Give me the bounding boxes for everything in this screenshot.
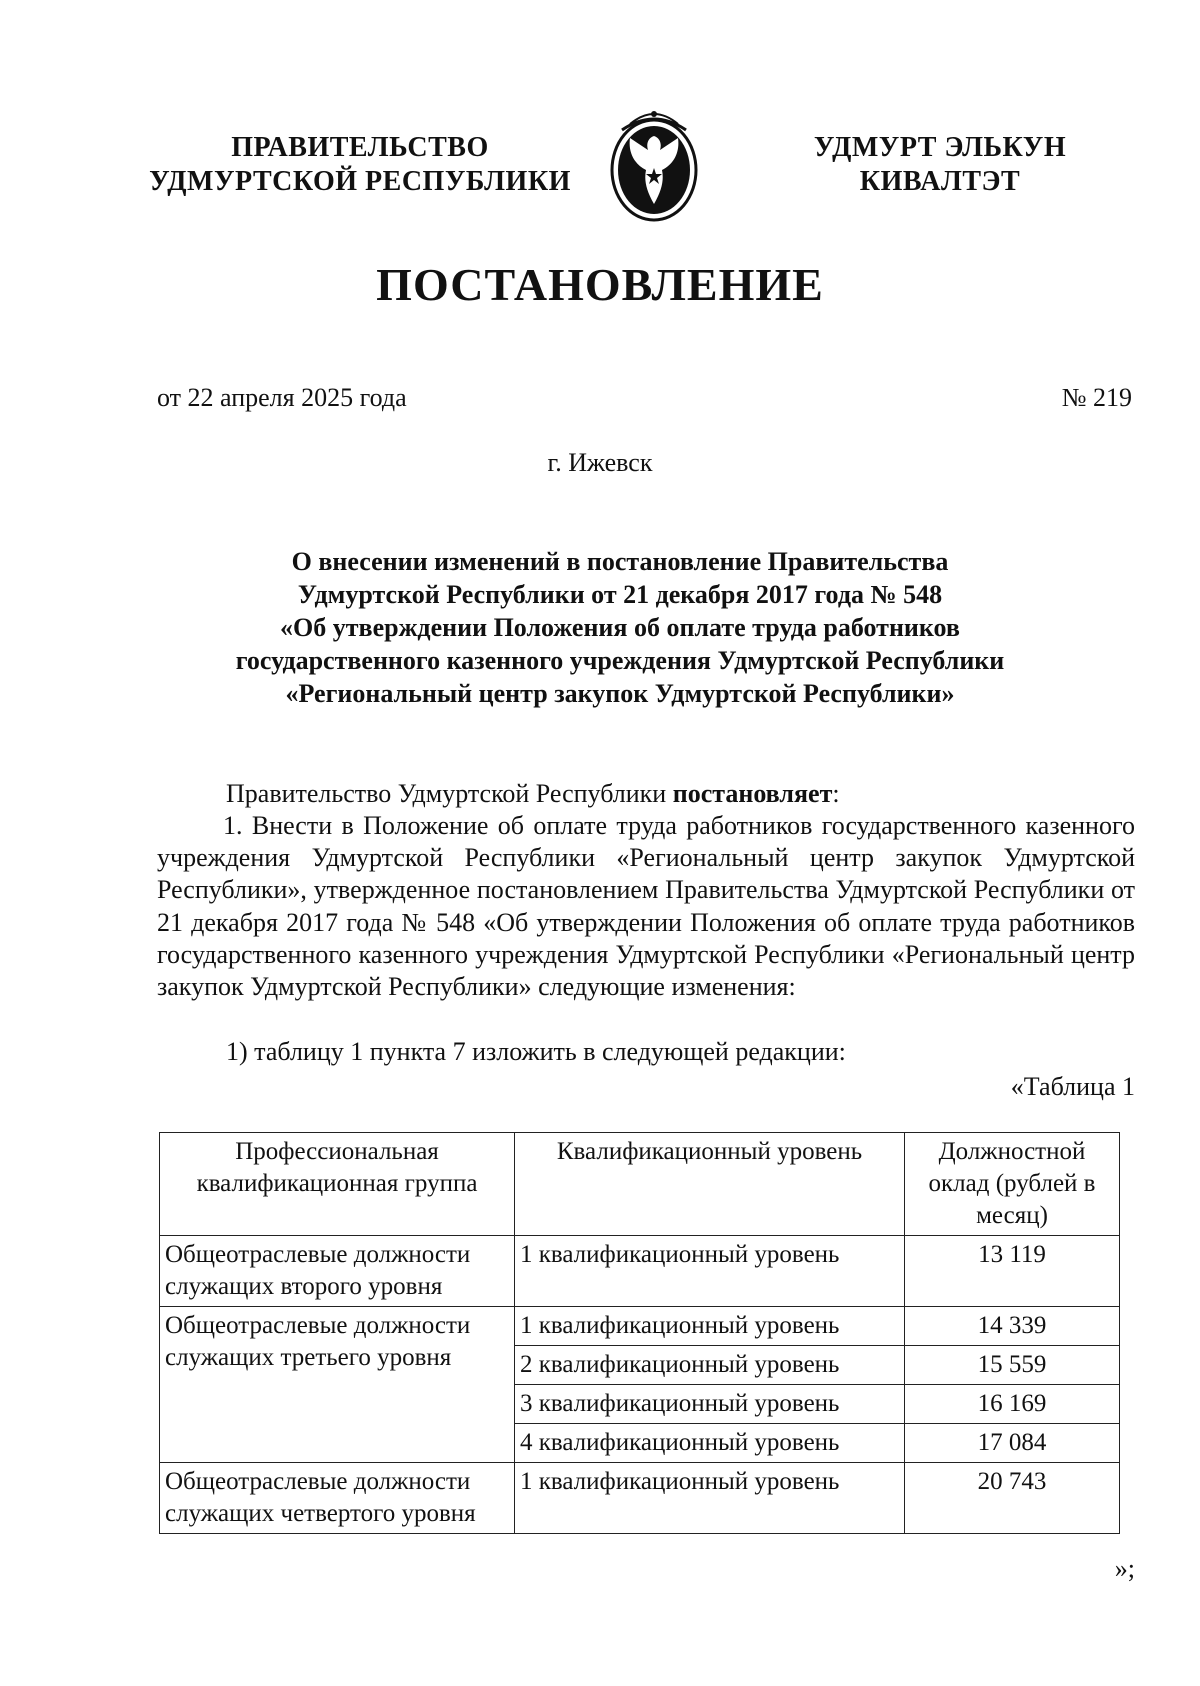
government-name-udmurt [790, 131, 1090, 199]
salary-cell: 17 084 [905, 1424, 1120, 1463]
document-type-title: ПОСТАНОВЛЕНИЕ [376, 259, 824, 310]
preamble-suffix: : [832, 779, 840, 808]
header-group: Профессиональная квалификационная группа [160, 1133, 515, 1236]
table-row [160, 1236, 1120, 1307]
subject-title-line: «Региональный центр закупок Удмуртской Республики» [285, 679, 955, 708]
table-row [160, 1463, 1120, 1534]
level-cell: 2 квалификационный уровень [515, 1346, 905, 1385]
table-caption: «Таблица 1 [1010, 1072, 1135, 1101]
level-cell: 1 квалификационный уровень [515, 1236, 905, 1307]
subject-title-line: государственного казенного учреждения Удмуртской Республики [235, 646, 1005, 675]
header-level: Квалификационный уровень [515, 1133, 905, 1236]
level-cell: 3 квалификационный уровень [515, 1385, 905, 1424]
salary-cell: 14 339 [905, 1307, 1120, 1346]
level-cell: 4 квалификационный уровень [515, 1424, 905, 1463]
level-cell: 1 квалификационный уровень [515, 1307, 905, 1346]
group-cell: Общеотраслевые должности служащих третьего уровня [160, 1307, 515, 1463]
document-number: № 219 [1061, 383, 1132, 412]
subject-title-line: О внесении изменений в постановление Правительства [291, 547, 949, 576]
group-cell: Общеотраслевые должности служащих второго уровня [160, 1236, 515, 1307]
government-name-line-2: УДМУРТСКОЙ РЕСПУБЛИКИ [149, 166, 571, 197]
government-name-russian [140, 131, 580, 199]
subject-title-line: Удмуртской Республики от 21 декабря 2017 года № 548 [297, 580, 943, 609]
government-name-line-1: ПРАВИТЕЛЬСТВО [231, 132, 489, 163]
document-subject-title [150, 545, 1090, 710]
document-city: г. Ижевск [547, 448, 653, 477]
salary-cell: 13 119 [905, 1236, 1120, 1307]
preamble-prefix: Правительство Удмуртской Республики [226, 779, 673, 808]
udmurt-coat-of-arms-icon [604, 108, 704, 226]
subject-title-line: «Об утверждении Положения об оплате труда работников [280, 613, 960, 642]
preamble-verb: постановляет [672, 779, 833, 808]
header-salary: Должностной оклад (рублей в месяц) [905, 1133, 1120, 1236]
table-closing-quote: »; [1114, 1554, 1135, 1583]
preamble [226, 778, 840, 810]
document-date: от 22 апреля 2025 года [157, 383, 407, 412]
government-name-udmurt-line-2: КИВАЛТЭТ [859, 166, 1021, 197]
salary-cell: 15 559 [905, 1346, 1120, 1385]
salary-cell: 16 169 [905, 1385, 1120, 1424]
government-name-udmurt-line-1: УДМУРТ ЭЛЬКУН [813, 132, 1067, 163]
subclause-1: 1) таблицу 1 пункта 7 изложить в следующей редакции: [226, 1037, 846, 1066]
level-cell: 1 квалификационный уровень [515, 1463, 905, 1534]
salary-table [159, 1132, 1120, 1534]
salary-cell: 20 743 [905, 1463, 1120, 1534]
table-row [160, 1307, 1120, 1346]
clause-1: 1. Внести в Положение об оплате труда работников государственного казенного учреждения Удмуртской Республики «Региональный центр закупок Удмуртской Республики», утвержденное постановлением Правительства Удмуртской Республики от 21 декабря 2017 года № 548 «Об утверждении Положения об оплате труда работников государственного казенного учреждения Удмуртской Республики «Региональный центр закупок Удмуртской Республики» следующие изменения: [157, 811, 1135, 1002]
group-cell: Общеотраслевые должности служащих четвертого уровня [160, 1463, 515, 1534]
table-header-row [160, 1133, 1120, 1236]
